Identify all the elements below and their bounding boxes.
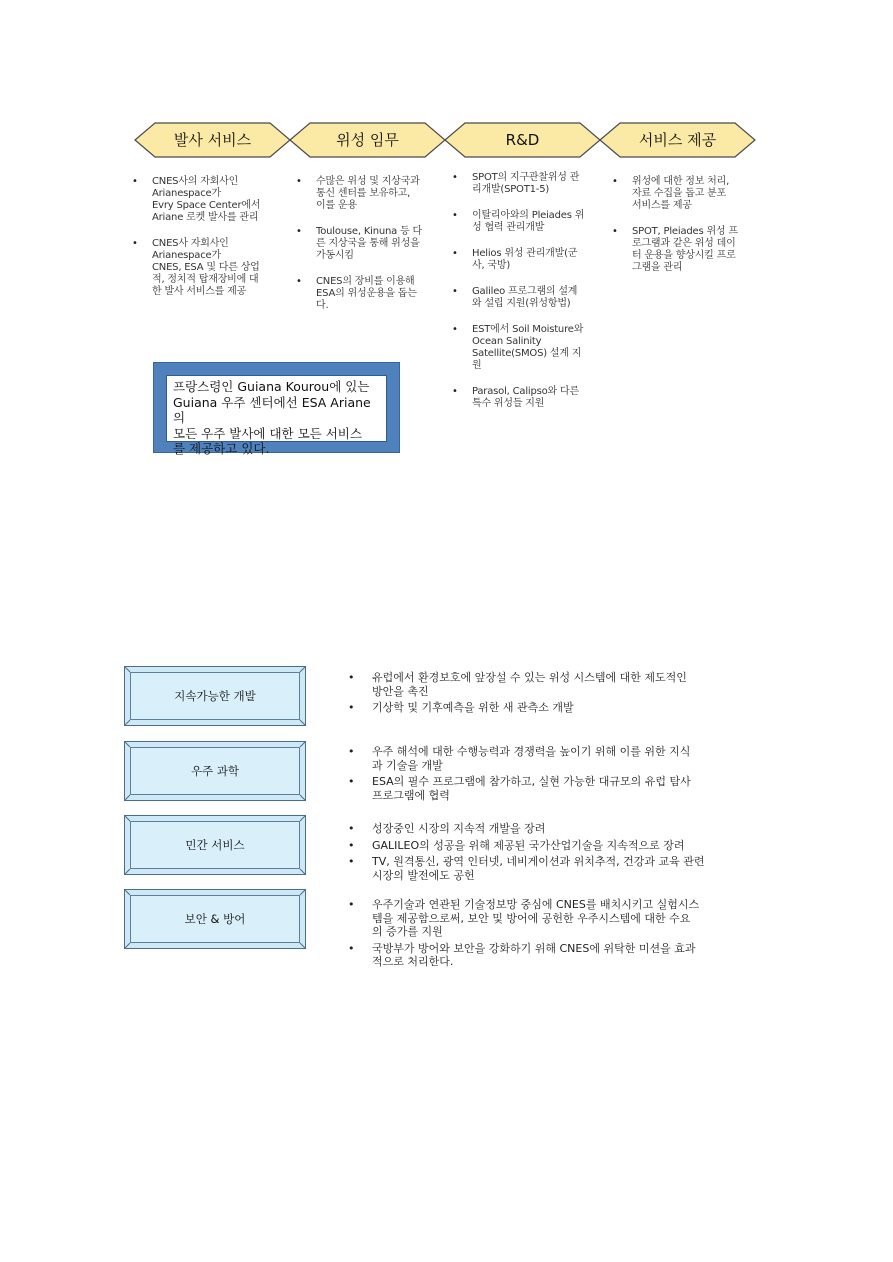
list-item: • Galileo 프로그램의 설계 와 설립 지원(위성항법) [472,286,614,310]
callout-text: 프랑스령인 Guiana Kourou에 있는 Guiana 우주 센터에선 ESA Ariane의 모든 우주 발사에 대한 모든 서비스 를 제공하고 있다. [173,379,371,456]
goal-label: 지속가능한 개발 [130,672,300,720]
rnd-list [450,172,614,424]
list-item: • SPOT의 지구관찰위성 관 리개발(SPOT1-5) [472,172,614,196]
goal-items-space-science [372,745,732,805]
callout-text-box [166,375,387,456]
goal-box-security-defense [124,889,306,949]
stage-label-service: 서비스 제공 [638,131,717,149]
list-item: • CNES의 장비를 이용해 ESA의 위성운용을 돕는 다. [316,276,458,312]
list-item: • 수많은 위성 및 지상국과 통신 센터를 보유하고, 이를 운용 [316,176,458,212]
list-item: • 유럽에서 환경보호에 앞장설 수 있는 위성 시스템에 대한 제도적인 방안을 촉진 [372,671,732,698]
list-item: • TV, 원격통신, 광역 인터넷, 네비게이션과 위치추적, 건강과 교육 관련 시장의 발전에도 공헌 [372,855,732,882]
list-item: • SPOT, Pleiades 위성 프 로그램과 같은 위성 데이 터 운용을 향상시킬 프로 그램을 관리 [632,226,777,274]
goal-label: 민간 서비스 [130,821,300,869]
process-chevrons [0,0,893,200]
list-item: • Parasol, Calipso와 다른 특수 위성들 지원 [472,386,614,410]
satellite-mission-list [294,176,458,326]
goal-box-civil-services [124,815,306,875]
goal-box-sustainable-development [124,666,306,726]
goal-items-civil-services [372,822,732,885]
launch-service-list [130,176,294,312]
goal-box-space-science [124,741,306,801]
stage-label-rnd: R&D [505,131,540,149]
list-item: • GALILEO의 성공을 위해 제공된 국가산업기술을 지속적으로 장려 [372,839,732,853]
list-item: • Helios 위성 관리개발(군 사, 국방) [472,248,614,272]
stage-label-mission: 위성 임무 [336,131,399,149]
list-item: • 우주기술과 연관된 기술정보망 중심에 CNES를 배치시키고 실험시스 템을 제공함으로써, 보안 및 방어에 공헌한 우주시스템에 대한 수요 의 증가를 지원 [372,898,732,939]
list-item: • Toulouse, Kinuna 등 다 른 지상국을 통해 위성을 가동시킴 [316,226,458,262]
goal-label: 우주 과학 [130,747,300,795]
service-provision-list [610,176,777,288]
list-item: • CNES사의 자회사인 Arianespace가 Evry Space Center에서 Ariane 로켓 발사를 관리 [152,176,294,224]
guiana-callout [153,362,400,456]
list-item: • 이탈리아와의 Pleiades 위 성 협력 관리개발 [472,210,614,234]
stage-label-launch: 발사 서비스 [173,131,252,149]
list-item: • CNES사 자회사인 Arianespace가 CNES, ESA 및 다른 상업 적, 정치적 탑재장비에 대 한 발사 서비스를 제공 [152,238,294,298]
list-item: • ESA의 필수 프로그램에 참가하고, 실현 가능한 대규모의 유럽 탐사 프로그램에 협력 [372,775,732,802]
list-item: • 국방부가 방어와 보안을 강화하기 위해 CNES에 위탁한 미션을 효과 적으로 처리한다. [372,942,732,969]
list-item: • 성장중인 시장의 지속적 개발을 장려 [372,822,732,836]
list-item: • 우주 해석에 대한 수행능력과 경쟁력을 높이기 위해 이를 위한 지식 과 기술을 개발 [372,745,732,772]
list-item: • 위성에 대한 정보 처리, 자료 수집을 돕고 분포 서비스를 제공 [632,176,777,212]
goal-items-security-defense [372,898,732,972]
list-item: • 기상학 및 기후예측을 위한 새 관측소 개발 [372,701,732,715]
goal-items-sustainable-development [372,671,732,718]
goal-label: 보안 & 방어 [130,895,300,943]
list-item: • EST에서 Soil Moisture와 Ocean Salinity Satellite(SMOS) 설계 지 원 [472,324,614,372]
